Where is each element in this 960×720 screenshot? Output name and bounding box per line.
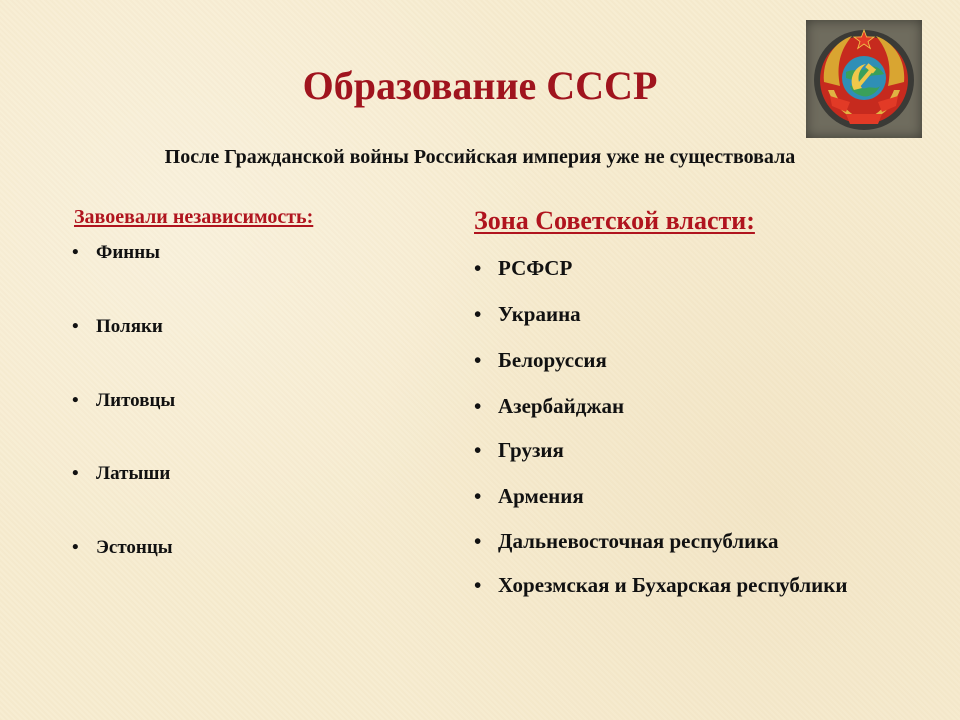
list-item-label: Армения — [498, 484, 584, 508]
soviet-zone-heading: Зона Советской власти: — [474, 206, 755, 235]
bullet-icon: • — [474, 256, 482, 280]
list-item-label: Литовцы — [96, 390, 176, 411]
bullet-icon: • — [72, 463, 79, 484]
bullet-icon: • — [474, 348, 482, 372]
list-item-belarus — [474, 344, 874, 377]
bullet-icon: • — [72, 316, 79, 337]
slide-title: Образование СССР — [302, 63, 658, 108]
list-item-label: Латыши — [96, 463, 171, 484]
list-item-label: Хорезмская и Бухарская республики — [498, 573, 848, 597]
bullet-icon: • — [474, 438, 482, 462]
bullet-icon: • — [72, 537, 79, 558]
list-item-rsfsr — [474, 252, 874, 285]
list-item-lithuanians — [72, 390, 175, 412]
list-item-armenia — [474, 480, 874, 513]
bullet-icon: • — [474, 302, 482, 326]
list-item-label: Грузия — [498, 438, 564, 462]
bullet-icon: • — [474, 529, 482, 553]
ussr-emblem-icon — [806, 20, 922, 138]
bullet-icon: • — [72, 242, 79, 263]
bullet-icon: • — [474, 394, 482, 418]
emblem-image — [806, 20, 922, 138]
bullet-icon: • — [72, 390, 79, 411]
list-item-label: РСФСР — [498, 256, 573, 280]
list-item-label: Финны — [96, 242, 160, 263]
list-item-far-eastern-republic — [474, 525, 874, 558]
list-item-poles — [72, 316, 163, 338]
list-item-label: Дальневосточная республика — [498, 529, 779, 553]
list-item-ukraine — [474, 298, 874, 331]
list-item-estonians — [72, 537, 173, 559]
independence-heading: Завоевали независимость: — [74, 206, 314, 228]
list-item-khorezm-bukhara — [474, 569, 874, 602]
slide-subtitle: После Гражданской войны Российская империя уже не существовала — [164, 146, 796, 168]
list-item-label: Эстонцы — [96, 537, 173, 558]
list-item-label: Украина — [498, 302, 581, 326]
list-item-label: Азербайджан — [498, 394, 625, 418]
bullet-icon: • — [474, 484, 482, 508]
list-item-label: Поляки — [96, 316, 163, 337]
list-item-azerbaijan — [474, 390, 874, 423]
list-item-finns — [72, 242, 160, 264]
list-item-latvians — [72, 463, 170, 485]
list-item-georgia — [474, 434, 874, 467]
list-item-label: Белоруссия — [498, 348, 607, 372]
bullet-icon: • — [474, 573, 482, 597]
